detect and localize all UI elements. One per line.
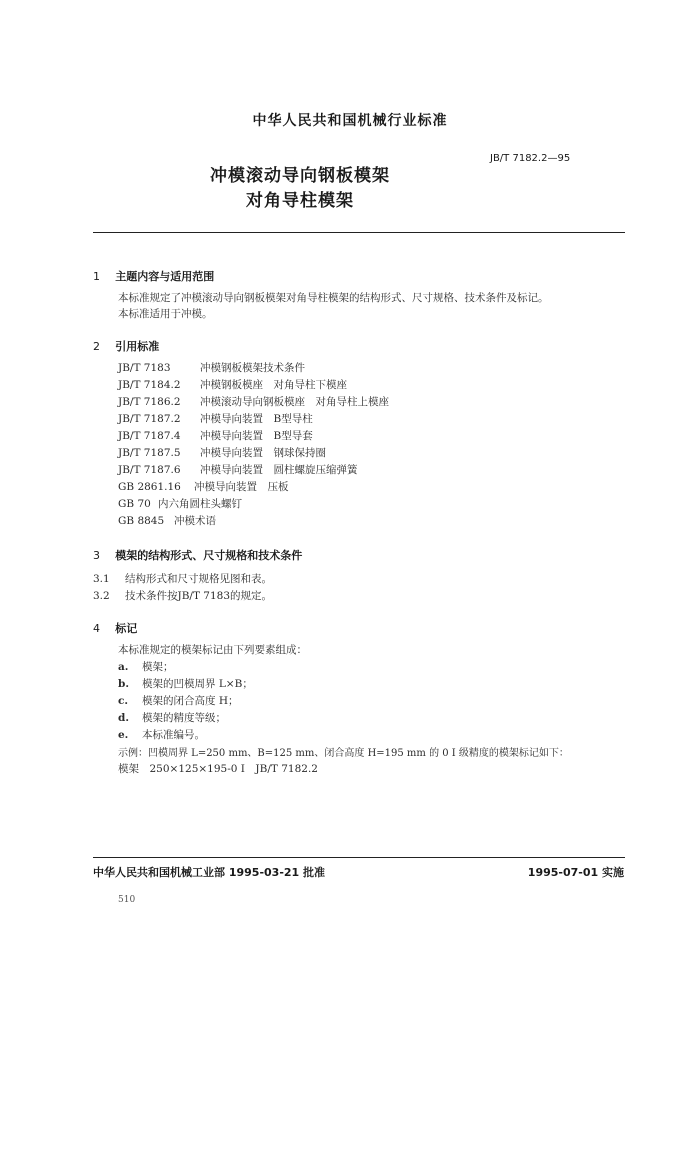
approval-date: 中华人民共和国机械工业部 1995-03-21 批准: [93, 866, 326, 879]
section-1-heading: [93, 265, 214, 284]
document-title-line1: 冲模滚动导向钢板模架: [210, 166, 390, 186]
reference-item: JB/T 7183 冲模钢板模架技术条件: [118, 362, 305, 374]
section-4-intro: 本标准规定的模架标记由下列要素组成：: [118, 644, 307, 656]
section-number: 1: [93, 270, 100, 283]
reference-item: JB/T 7186.2 冲模滚动导向钢板模座 对角导柱上模座: [118, 396, 389, 408]
list-item: a. 模架；: [118, 661, 174, 673]
section-number: 3: [93, 549, 100, 562]
list-item: e. 本标准编号。: [118, 729, 205, 741]
list-item: b. 模架的凹模周界 L×B；: [118, 678, 253, 690]
effective-date: 1995-07-01 实施: [527, 866, 624, 879]
reference-item: JB/T 7187.2 冲模导向装置 B型导柱: [118, 413, 313, 425]
section-3-heading: [93, 544, 302, 563]
standard-category-header: 中华人民共和国机械行业标准: [252, 113, 448, 129]
marking-example: 示例：凹模周界 L=250 mm、B=125 mm、闭合高度 H=195 mm 的 0 Ⅰ 级精度的模架标记如下：: [118, 748, 569, 759]
reference-item: GB 70 内六角圆柱头螺钉: [118, 498, 242, 510]
footer-divider: [93, 857, 625, 858]
list-item: c. 模架的闭合高度 H；: [118, 695, 239, 707]
document-title-line2: 对角导柱模架: [246, 191, 354, 211]
section-4-heading: [93, 617, 137, 636]
section-number: 2: [93, 340, 100, 353]
section-title: 主题内容与适用范围: [115, 270, 215, 283]
header-divider: [93, 232, 625, 233]
reference-item: GB 8845 冲模术语: [118, 515, 216, 527]
page-number: 510: [118, 895, 136, 905]
section-title: 标记: [115, 622, 138, 635]
section-1-paragraph-2: 本标准适用于冲模。: [118, 308, 213, 320]
reference-item: JB/T 7184.2 冲模钢板模座 对角导柱下模座: [118, 379, 347, 391]
section-number: 4: [93, 622, 100, 635]
list-item: d. 模架的精度等级；: [118, 712, 226, 724]
section-2-heading: [93, 335, 159, 354]
marking-example-designation: 模架 250×125×195-0 Ⅰ JB/T 7182.2: [118, 763, 318, 775]
standard-code: JB/T 7182.2—95: [490, 153, 571, 164]
reference-item: GB 2861.16 冲模导向装置 压板: [118, 481, 289, 493]
reference-item: JB/T 7187.4 冲模导向装置 B型导套: [118, 430, 313, 442]
section-title: 模架的结构形式、尺寸规格和技术条件: [115, 549, 303, 562]
section-1-paragraph-1: 本标准规定了冲模滚动导向钢板模架对角导柱模架的结构形式、尺寸规格、技术条件及标记。: [118, 292, 549, 304]
reference-item: JB/T 7187.6 冲模导向装置 圆柱螺旋压缩弹簧: [118, 464, 358, 476]
subclause-3-2: 3.2 技术条件按JB/T 7183的规定。: [93, 590, 273, 602]
reference-item: JB/T 7187.5 冲模导向装置 钢球保持圈: [118, 447, 326, 459]
section-title: 引用标准: [115, 340, 160, 353]
subclause-3-1: 3.1 结构形式和尺寸规格见图和表。: [93, 573, 272, 585]
